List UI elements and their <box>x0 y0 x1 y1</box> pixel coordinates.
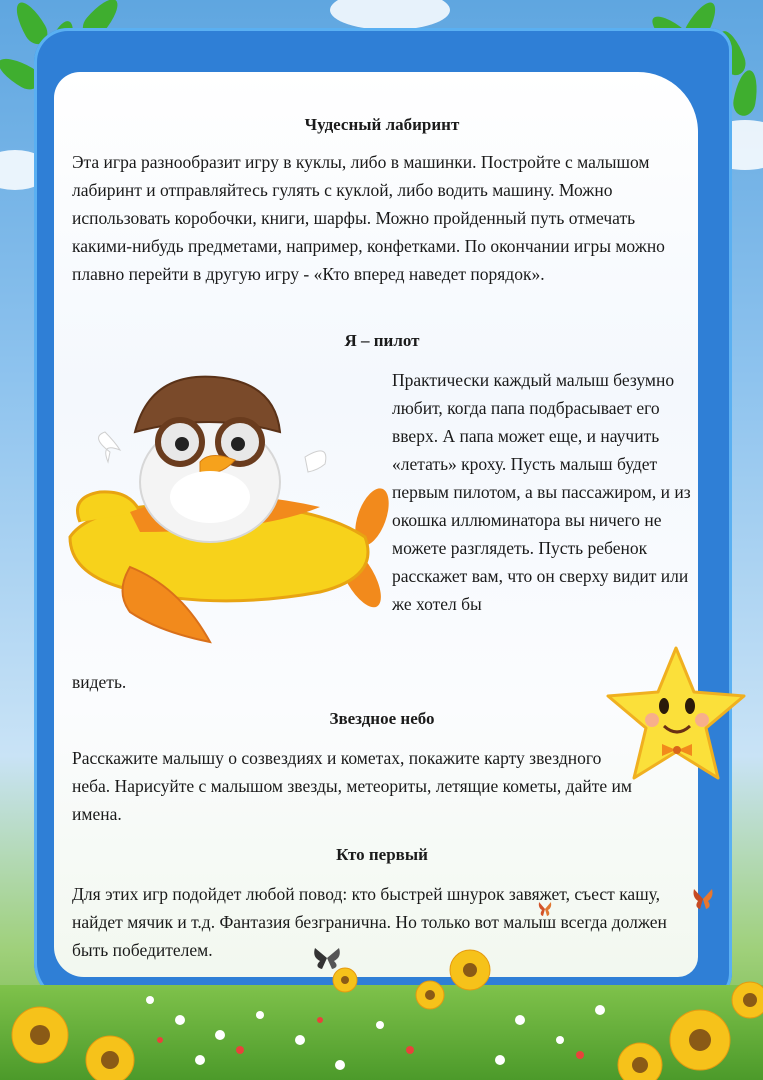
section-title-who-first: Кто первый <box>336 845 428 864</box>
section-text-pilot-tail: видеть. <box>72 672 127 692</box>
section-title-labyrinth: Чудесный лабиринт <box>304 115 460 134</box>
section-title-pilot: Я – пилот <box>344 331 420 350</box>
section-title-starry-sky: Звездное небо <box>329 709 435 728</box>
butterfly-icon <box>692 887 714 911</box>
leaf-decoration <box>731 68 761 117</box>
section-text-who-first: Для этих игр подойдет любой повод: кто быстрей шнурок завяжет, съест кашу, найдет мячик и т.д. Фантазия безгранична. Но только вот малыш всегда должен быть победителем. <box>72 884 667 960</box>
section-text-starry-sky: Расскажите малышу о созвездиях и кометах, покажите карту звездного неба. Нарисуйте с малышом звезды, метеориты, летящие кометы, дайте им имена. <box>72 748 632 824</box>
penguin-pilot-plane-illustration <box>60 372 395 672</box>
cloud <box>330 0 450 30</box>
section-text-pilot: Практически каждый малыш безумно любит, когда папа подбрасывает его вверх. А папа может еще, и научить «летать» кроху. Пусть малыш будет первым пилотом, а вы пассажиром, и из окошка иллюминатора вы ничего не можете разглядеть. Пусть ребенок расскажет вам, что он сверху видит или же хотел бы <box>392 370 691 614</box>
section-text-labyrinth: Эта игра разнообразит игру в куклы, либо в машинки. Постройте с малышом лабиринт и отправляйтесь гулять с куклой, либо водить машину. Можно использовать коробочки, книги, шарфы. Можно пройденный путь отмечать какими-нибудь предметами, например, конфетками. По окончании игры можно плавно перейти в другую игру - «Кто вперед наведет порядок». <box>72 152 665 284</box>
